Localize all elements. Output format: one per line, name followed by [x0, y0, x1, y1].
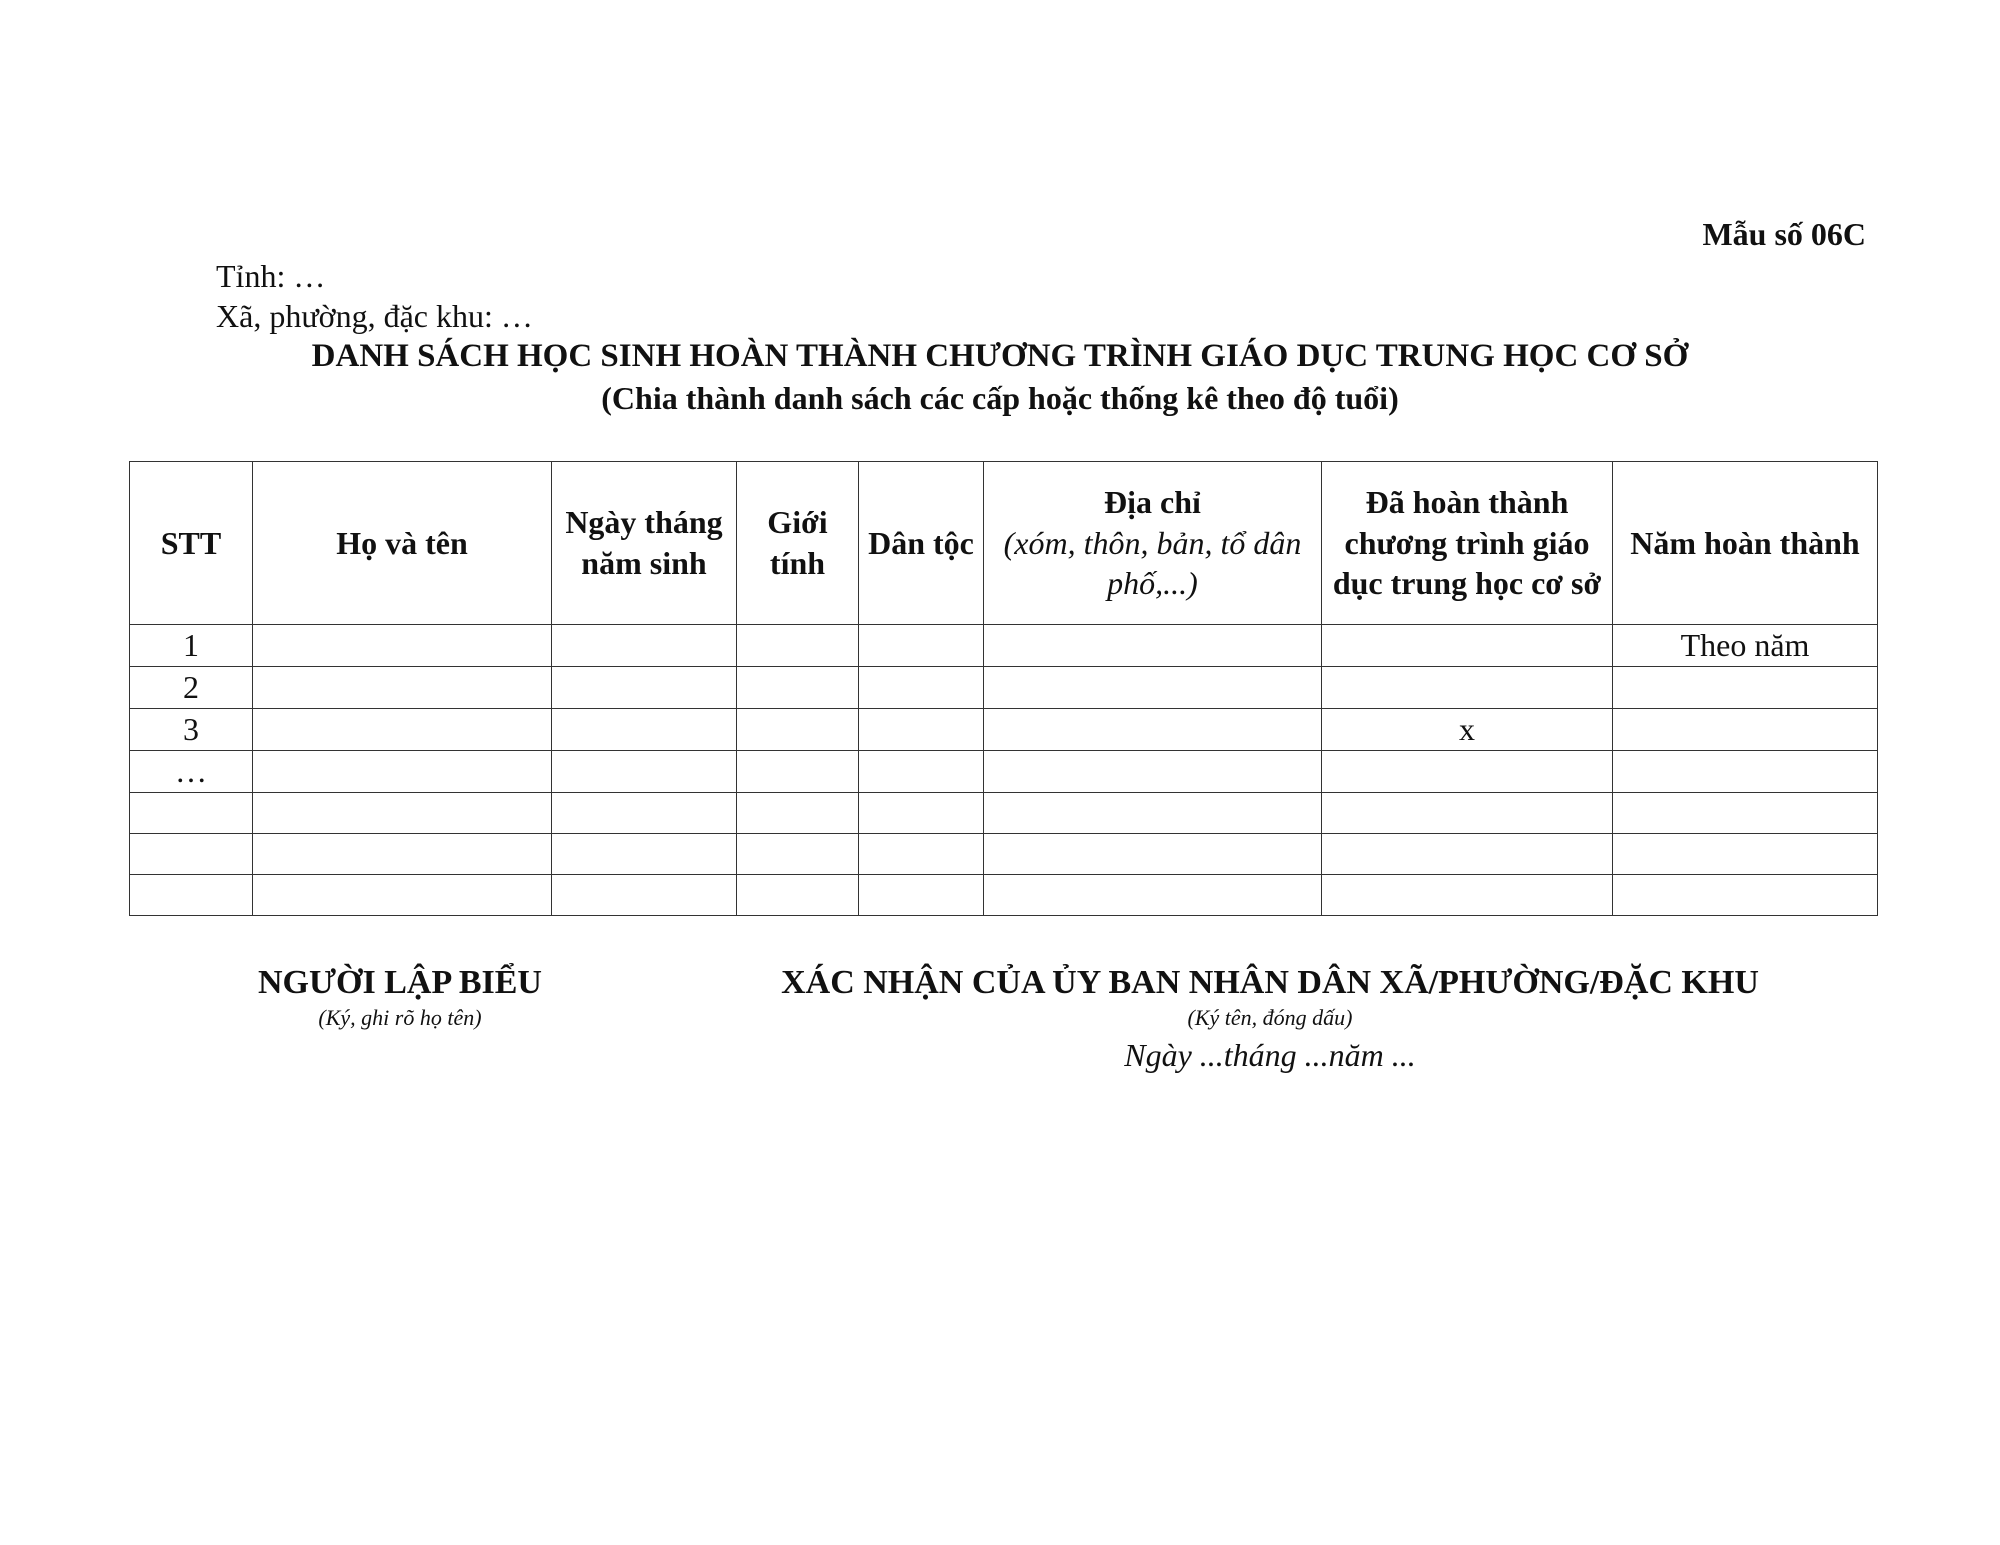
table-cell: [253, 666, 552, 708]
table-cell: [1322, 792, 1613, 833]
table-cell: x: [1322, 708, 1613, 750]
table-cell: [552, 666, 737, 708]
table-cell: [1322, 750, 1613, 792]
table-cell: [737, 792, 859, 833]
table-cell: [859, 625, 984, 667]
table-cell: [984, 708, 1322, 750]
column-header-label: Họ và tên: [336, 524, 468, 561]
table-cell: [737, 666, 859, 708]
column-header-gender: [737, 462, 859, 625]
table-row: [130, 750, 1878, 792]
column-header-sublabel: (xóm, thôn, bản, tổ dân phố,...): [1003, 524, 1302, 602]
column-header-completed-program: [1322, 462, 1613, 625]
confirmation-signature-block: [700, 963, 1840, 1075]
table-cell: [984, 792, 1322, 833]
column-header-full-name: [253, 462, 552, 625]
table-cell: [1613, 666, 1878, 708]
table-row: [130, 874, 1878, 915]
table-cell: [253, 874, 552, 915]
table-cell: [859, 666, 984, 708]
table-row: [130, 708, 1878, 750]
table-cell: [253, 833, 552, 874]
confirmation-note: (Ký tên, đóng dấu): [1187, 1005, 1353, 1030]
document-title: DANH SÁCH HỌC SINH HOÀN THÀNH CHƯƠNG TRÌNH GIÁO DỤC TRUNG HỌC CƠ SỞ: [311, 338, 1689, 374]
table-cell: [1322, 833, 1613, 874]
table-row: [130, 792, 1878, 833]
table-cell: [984, 666, 1322, 708]
preparer-note: (Ký, ghi rõ họ tên): [318, 1005, 482, 1030]
table-cell: [859, 750, 984, 792]
column-header-address: [984, 462, 1322, 625]
table-cell: [737, 708, 859, 750]
table-cell: [737, 874, 859, 915]
column-header-label: Địa chỉ: [1104, 483, 1201, 520]
table-cell: [1613, 874, 1878, 915]
table-row: [130, 625, 1878, 667]
table-cell: [984, 625, 1322, 667]
table-cell: [859, 708, 984, 750]
form-code: Mẫu số 06C: [1702, 216, 1866, 252]
table-cell: [253, 708, 552, 750]
table-cell: …: [130, 750, 253, 792]
document-subtitle: (Chia thành danh sách các cấp hoặc thống kê theo độ tuổi): [601, 380, 1399, 416]
table-cell: [552, 833, 737, 874]
table-cell: [130, 792, 253, 833]
table-cell: [1613, 833, 1878, 874]
table-cell: [130, 833, 253, 874]
table-cell: [1322, 666, 1613, 708]
student-list-table: [129, 461, 1878, 916]
confirmation-date: Ngày ...tháng ...năm ...: [1124, 1037, 1416, 1073]
column-header-label: STT: [160, 524, 222, 561]
table-cell: [1613, 750, 1878, 792]
table-cell: [130, 874, 253, 915]
table-cell: [984, 874, 1322, 915]
table-cell: [737, 625, 859, 667]
table-cell: 3: [130, 708, 253, 750]
table-cell: [737, 750, 859, 792]
preparer-signature-block: [200, 963, 600, 1033]
table-cell: [1322, 625, 1613, 667]
table-cell: [1613, 792, 1878, 833]
province-line: Tỉnh: …: [216, 258, 326, 294]
table-cell: [253, 792, 552, 833]
table-cell: [984, 750, 1322, 792]
column-header-label: Ngày tháng năm sinh: [565, 504, 723, 581]
table-cell: [253, 750, 552, 792]
table-cell: [1613, 708, 1878, 750]
table-cell: Theo năm: [1613, 625, 1878, 667]
table-cell: [984, 833, 1322, 874]
column-header-label: Năm hoàn thành: [1630, 524, 1860, 561]
table-cell: [859, 874, 984, 915]
column-header-stt: [130, 462, 253, 625]
table-cell: [1322, 874, 1613, 915]
confirmation-title: XÁC NHẬN CỦA ỦY BAN NHÂN DÂN XÃ/PHƯỜNG/ĐẶC KHU: [781, 964, 1759, 1001]
table-cell: [859, 833, 984, 874]
commune-line: Xã, phường, đặc khu: …: [216, 298, 533, 334]
column-header-ethnicity: [859, 462, 984, 625]
preparer-title: NGƯỜI LẬP BIỂU: [257, 964, 542, 1001]
table-row: [130, 666, 1878, 708]
column-header-date-of-birth: [552, 462, 737, 625]
table-cell: [552, 792, 737, 833]
table-cell: [552, 750, 737, 792]
table-cell: [253, 625, 552, 667]
table-cell: [737, 833, 859, 874]
column-header-label: Dân tộc: [868, 524, 974, 561]
table-cell: [552, 874, 737, 915]
column-header-completion-year: [1613, 462, 1878, 625]
table-row: [130, 833, 1878, 874]
table-cell: [859, 792, 984, 833]
table-cell: 2: [130, 666, 253, 708]
column-header-label: Giới tính: [767, 504, 828, 581]
column-header-label: Đã hoàn thành chương trình giáo dục trung học cơ sở: [1332, 483, 1602, 602]
table-cell: [552, 708, 737, 750]
table-cell: [552, 625, 737, 667]
table-cell: 1: [130, 625, 253, 667]
table-header-row: [130, 462, 1878, 625]
